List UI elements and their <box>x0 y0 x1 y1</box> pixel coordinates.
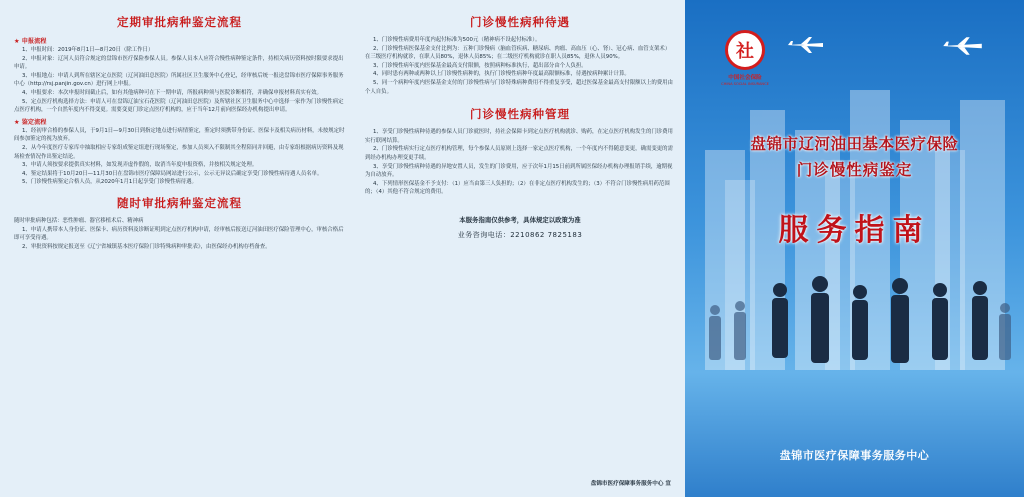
paragraph: 4、鉴定结果将于10月20日—11月30日在盘锦市医疗保障局网站进行公示，公示无异议后确定享受门诊慢性病待遇人员名单。 <box>22 170 323 177</box>
cover-subtitle: 门诊慢性病鉴定 <box>796 160 913 179</box>
paragraph: 4、申报要求：本次申报时间截止后，如有其他病种可在下一期申请，所报病种须与医院诊断相符，并确保申报材料真实有效。 <box>22 89 322 96</box>
paragraph: 3、享受门诊慢性病种待遇的异地安置人员，发生的门诊费用，应于次年1月15日前到所属医保经办机构办理报销手续，逾期视为自动放弃。 <box>365 163 673 179</box>
anytime-approval-title: 随时审批病种鉴定流程 <box>117 195 242 210</box>
paragraph: 2、门诊慢性病实行定点医疗机构管理，每个参保人员原则上选择一家定点医疗机构，一个年度内不得随意变更，确需变更的需到经办机构办理变更手续。 <box>365 146 673 161</box>
social-insurance-logo <box>715 30 775 86</box>
paragraph: 5、定点医疗机构选择方法：申请人可在盘锦辽油宝石花医院（辽河油田总医院）及所辖社区卫生服务中心中选择一家作为门诊慢性病定点医疗机构，一个自然年度内不得变更。需要变更门诊定点医疗机构的，应于当年12月前向医保经办机构提出申请。 <box>14 98 344 114</box>
paragraph: 1、享受门诊慢性病种待遇的参保人员门诊就医时，持社会保障卡到定点医疗机构就诊、购药，在定点医疗机构发生的门诊费用实行联网结算。 <box>365 129 673 144</box>
paragraph: 4、下列情形医保基金不予支付：（1）应当由第三人负担的；（2）在非定点医疗机构发生的；（3）不符合门诊慢性病用药范围的；（4）其他不符合规定的费用。 <box>365 180 670 196</box>
paragraph: 3、门诊慢性病年度内医保基金最高支付限额，按照病种标准执行，超出部分由个人负担。 <box>373 62 587 69</box>
phone-label: 业务咨询电话： <box>457 230 511 239</box>
periodic-approval-title: 定期审批病种鉴定流程 <box>117 15 242 29</box>
middle-panel <box>355 0 685 497</box>
crowd-silhouette-illustration <box>685 270 1024 390</box>
paragraph: 1、经初审合格的参保人员，于9月1日—9月30日到指定地点进行病情鉴定，鉴定时须携带身份证、医保卡及相关病历材料，未按规定时间参加鉴定的视为放弃。 <box>14 127 345 143</box>
paragraph: 3、申报地点：申请人到所在辖区定点医院（辽河油田总医院）所属社区卫生服务中心登记，经审核后统一报送盘锦市医疗保障事务服务中心（http://rsj.panjin.gov.cn）进行网上申报。 <box>14 72 344 88</box>
reference-notice: 本服务指南仅供参考，具体规定以政策为准 <box>459 215 581 224</box>
application-process-heading: ★ 申报流程 <box>14 38 47 45</box>
logo-text: 中国社会保险 <box>728 75 762 81</box>
paragraph: 5、同一个病种年度内医保基金支付的门诊慢性病与门诊特殊病种费用不得重复享受，超过医保基金最高支付限额以上的费用由个人自负。 <box>365 79 673 95</box>
cover-title: 盘锦市辽河油田基本医疗保险 <box>750 134 959 153</box>
left-panel <box>0 0 355 497</box>
benefits-title: 门诊慢性病种待遇 <box>470 15 570 29</box>
phone-numbers: 2210862 7825183 <box>510 230 583 239</box>
service-guide-heading: 服务指南 <box>778 213 931 248</box>
logo-emblem: 社 <box>725 30 765 70</box>
logo-english: CHINA SOCIAL INSURANCE <box>721 82 769 86</box>
paragraph: 1、门诊慢性病费用年度内起付标准为500元（精神病不设起付标准）。 <box>373 37 541 43</box>
airplane-icon <box>940 36 984 56</box>
consult-phone <box>365 230 675 240</box>
airplane-icon <box>785 36 825 54</box>
paragraph: 1、申报时间：2019年8月1日—8月20日（除工作日） <box>22 47 154 53</box>
paragraph: 4、同时患有两种或两种以上门诊慢性病种的，执行门诊慢性病种年度最高限额标准，待遇按病种累计计算。 <box>373 71 630 78</box>
paragraph: 2、申报对象：辽河人员符合规定的盘锦市医疗保险参保人员。参保人员本人应符合慢性病种鉴定条件，持相关病历资料按时限要求提出申请。 <box>14 55 344 71</box>
paragraph: 2、门诊慢性病医保基金支付比例为：五种门诊慢病（脑血管疾病、糖尿病、肉瘤、高血压（心、肾）、冠心病、血管支架术）在三级医疗机构就诊，在职人员80%，退休人员85%；在二级医疗机构就诊在职人员85%，退休人员90%。 <box>365 45 671 61</box>
assessment-process-heading: ★ 鉴定流程 <box>14 118 47 126</box>
paragraph: 1、申请人携带本人身份证、医保卡、病历资料及诊断证明到定点医疗机构申请，经审核后报送辽河油田医疗保险管理中心，审核合格后即可享受待遇。 <box>14 226 344 242</box>
cover-panel <box>685 0 1024 497</box>
paragraph: 5、门诊慢性病鉴定合格人员，从2020年1月1日起享受门诊慢性病待遇。 <box>22 179 197 186</box>
paragraph: 2、审批资料按规定报送至《辽宁省城镇基本医疗保险门诊特殊病种审批表》，由医保经办机构存档备查。 <box>22 243 271 250</box>
paragraph: 3、申请人须按要求提供真实材料，如发现弄虚作假的，取消当年度申报资格，并按相关规定处理。 <box>22 162 258 169</box>
publisher-credit: 盘锦市医疗保障事务服务中心 宣 <box>590 481 671 487</box>
paragraph: 随时审批病种包括：恶性肿瘤、器官移植术后、精神病 <box>14 217 144 224</box>
cover-organization: 盘锦市医疗保障事务服务中心 <box>779 449 930 462</box>
management-title: 门诊慢性病种管理 <box>470 107 570 122</box>
paragraph: 2、从今年度医疗专家库中抽取相应专家组成鉴定组进行现场鉴定，参加人员须入不限制其全程陪同并回避，由专家组根据病历资料及现场检查情况作出鉴定结论。 <box>14 144 344 160</box>
